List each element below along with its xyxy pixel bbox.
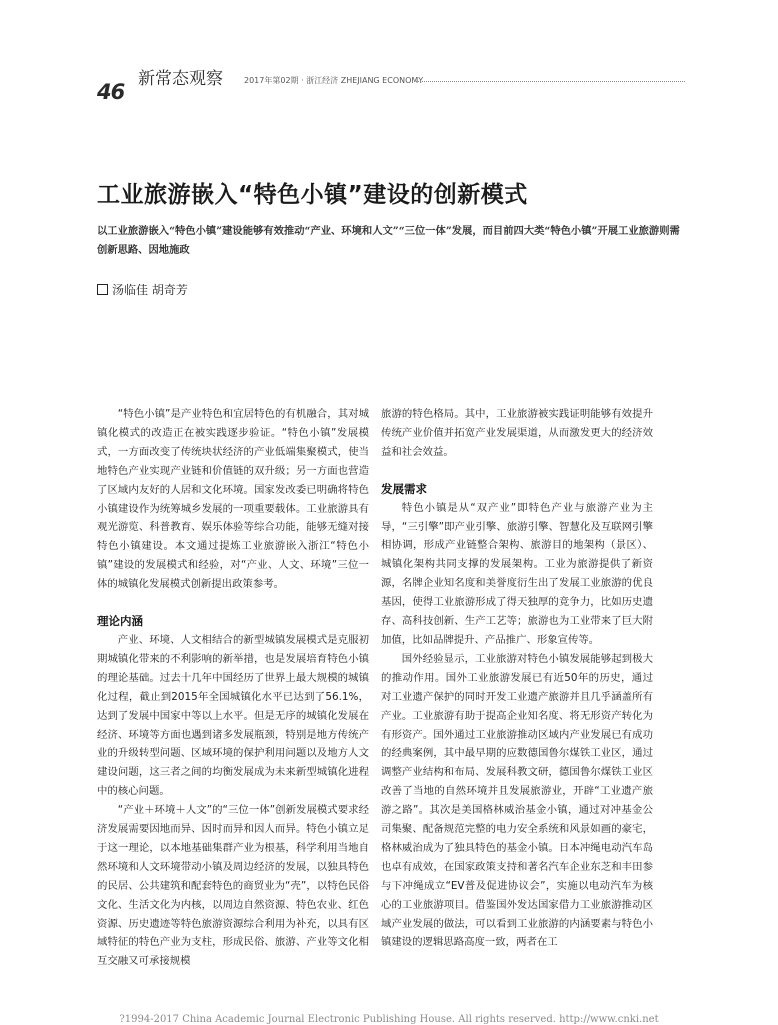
header-divider: [410, 81, 685, 82]
issue-info: 2017年第02期 · 浙江经济 ZHEJIANG ECONOMY: [244, 76, 424, 85]
right-column: [381, 405, 653, 952]
left-column: [97, 405, 369, 971]
page-number: 46: [97, 80, 125, 104]
copyright-footer: ?1994-2017 China Academic Journal Electronic Publishing House. All rights reserved. http://www.cnki.net: [119, 1014, 659, 1025]
section-heading-demand: 发展需求: [381, 481, 427, 496]
square-bullet-icon: [97, 284, 108, 295]
author-line: [97, 281, 188, 298]
paragraph: “特色小镇”是产业特色和宜居特色的有机融合，其对城镇化模式的改造正在被实践逐步验证。“特色小镇”发展模式，一方面改变了传统块状经济的产业低端集聚模式，使当地特色产业实现产业链和价值链的双升级；另一方面也营造了区域内友好的人居和文化环境。国家发改委已明确将特色小镇建设作为统筹城乡发展的一项重要载体。工业旅游具有观光游览、科普教育、娱乐体验等综合功能，能够无缝对接特色小镇建设。本文通过提炼工业旅游嵌入浙江“特色小镇”建设的发展模式和经验，对“产业、人文、环境”三位一体的城镇化发展模式创新提出政策参考。: [97, 408, 369, 591]
paragraph: 产业、环境、人文相结合的新型城镇发展模式是克服初期城镇化带来的不利影响的新举措，也是发展培育特色小镇的理论基础。过去十几年中国经历了世界上最大规模的城镇化过程，截止到2015年全国城镇化水平已达到了56.1%，达到了发展中国家中等以上水平。但是无序的城镇化发展在经济、环境等方面也遇到诸多发展瓶颈，特别是地方传统产业的升级转型问题、区域环境的保护利用问题以及地方人文建设问题，这三者之间的均衡发展成为未来新型城镇化进程中的核心问题。: [97, 633, 369, 798]
authors: 汤临佳 胡奇芳: [112, 283, 188, 297]
paragraph: “产业＋环境＋人文”的“三位一体”创新发展模式要求经济发展需要因地而异、因时而异和因人而异。特色小镇立足于这一理论，以本地基础集群产业为根基，科学利用当地自然环境和人文环境带动小镇及周边经济的发展，以独具特色的民居、公共建筑和配套特色的商贸业为“壳”，以特色民俗文化、生活文化为内核，以周边自然资源、特色农业、红色资源、历史遗迹等特色旅游资源综合利用为补充，以具有区域特征的特色产业为支柱，形成民俗、旅游、产业等文化相互交融又可承接规模: [97, 804, 369, 968]
section-heading-theory: 理论内涵: [97, 614, 143, 629]
section-title: 新常态观察: [138, 69, 223, 89]
paragraph: 旅游的特色格局。其中，工业旅游被实践证明能够有效提升传统产业价值并拓宽产业发展渠道，从而激发更大的经济效益和社会效益。: [381, 408, 653, 458]
article-abstract: 以工业旅游嵌入“特色小镇”建设能够有效推动“产业、环境和人文”“三位一体”发展，而目前四大类“特色小镇”开展工业旅游则需创新思路、因地施政: [97, 225, 680, 256]
article-title: 工业旅游嵌入“特色小镇”建设的创新模式: [97, 182, 528, 208]
paragraph: 特色小镇是从“双产业”即特色产业与旅游产业为主导，“三引擎”即产业引擎、旅游引擎、智慧化及互联网引擎相协调，形成产业链整合架构、旅游目的地架构（景区）、城镇化架构共同支撑的发展架构。工业为旅游提供了新资源，名牌企业知名度和美誉度衍生出了发展工业旅游的优良基因，使得工业旅游形成了得天独厚的竞争力，比如历史遗存、高科技创新、生产工艺等；旅游也为工业带来了巨大附加值，比如品牌提升、产品推广、形象宣传等。: [381, 501, 653, 646]
paragraph: 国外经验显示，工业旅游对特色小镇发展能够起到极大的推动作用。国外工业旅游发展已有近50年的历史，通过对工业遗产保护的同时开发工业遗产旅游并且几乎涵盖所有产业。工业旅游有助于提高企业知名度、将无形资产转化为有形资产。国外通过工业旅游推动区域内产业发展已有成功的经典案例，其中最早期的应数德国鲁尔煤铁工业区，通过调整产业结构和布局、发展科教文研，德国鲁尔煤铁工业区改善了当地的自然环境并且发展旅游业，开辟“工业遗产旅游之路”。其次是美国格林威治基金小镇，通过对冲基金公司集聚、配备规范完整的电力安全系统和风景如画的豪宅，格林威治成为了独具特色的基金小镇。日本冲绳电动汽车岛也卓有成效，在国家政策支持和著名汽车企业东芝和丰田参与下冲绳成立“EV普及促进协议会”，实施以电动汽车为核心的工业旅游项目。借鉴国外发达国家借力工业旅游推动区域产业发展的做法，可以看到工业旅游的内涵要素与特色小镇建设的逻辑思路高度一致，两者在工: [381, 652, 653, 949]
